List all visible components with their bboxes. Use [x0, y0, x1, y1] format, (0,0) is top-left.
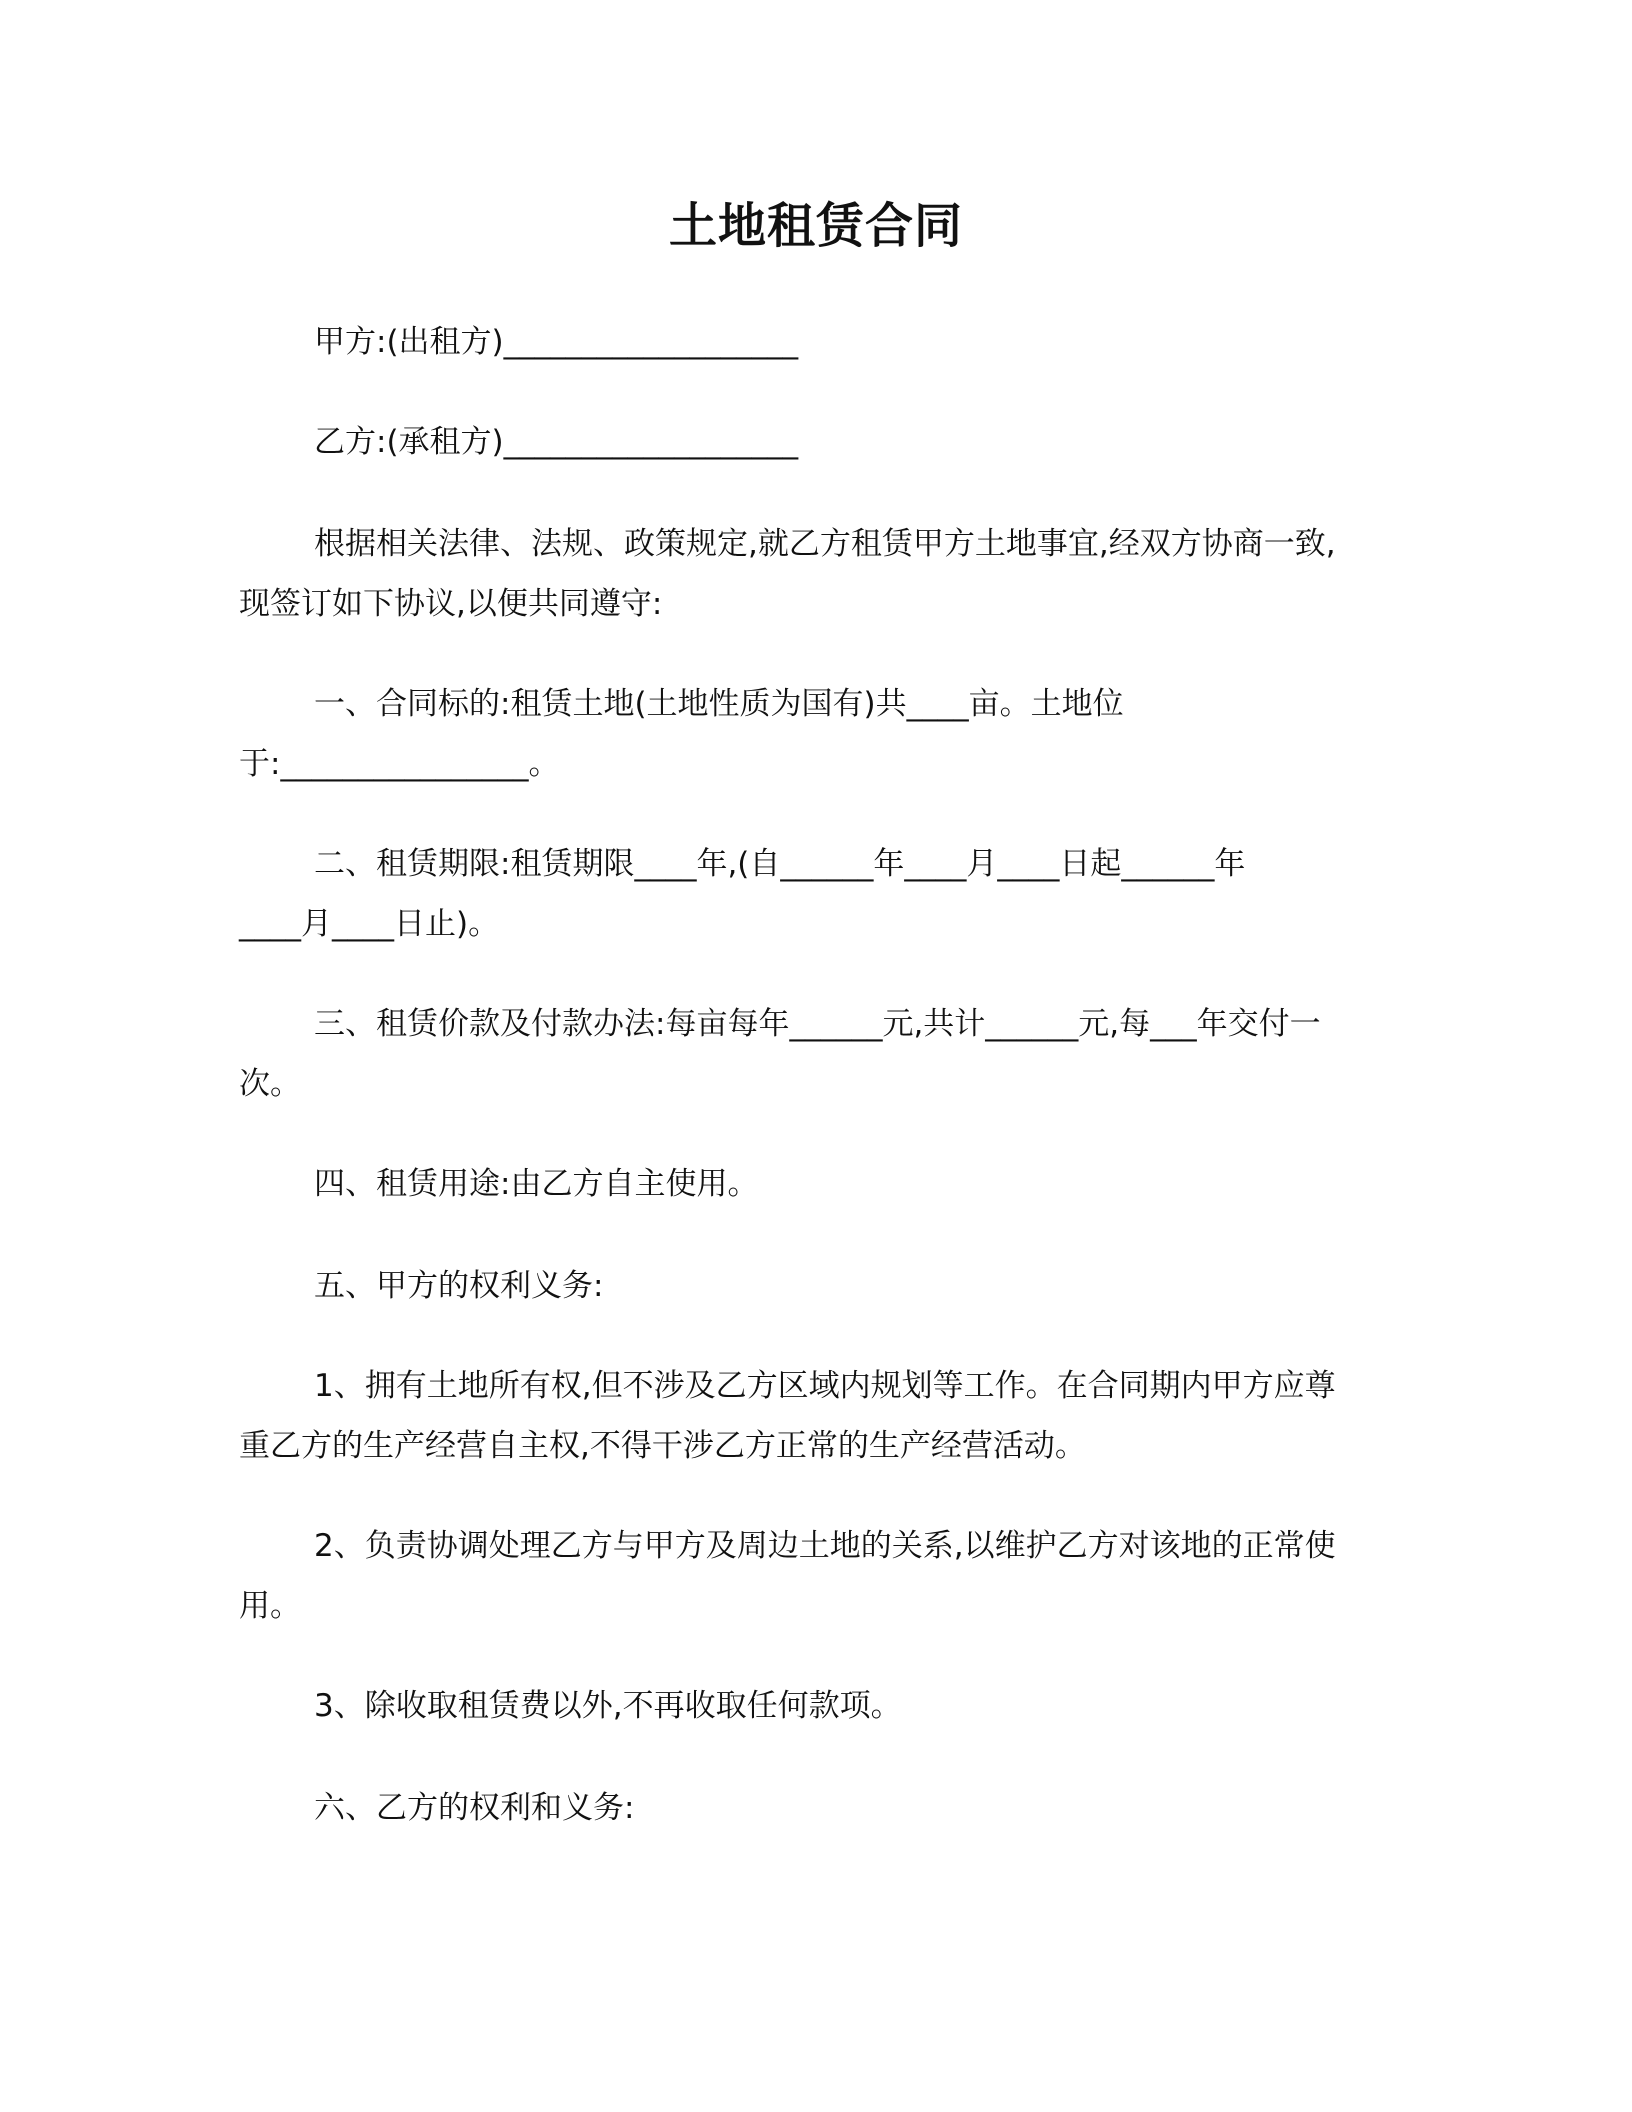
clause-6-heading: 六、乙方的权利和义务: [314, 1790, 635, 1826]
clause-5-item-2-line-2: 用。 [239, 1588, 301, 1624]
party-b-line: 乙方:(承租方)___________________ [314, 424, 799, 460]
clause-5-item-1-line-1: 1、拥有土地所有权,但不涉及乙方区域内规划等工作。在合同期内甲方应尊 [314, 1368, 1336, 1404]
preamble-line-1: 根据相关法律、法规、政策规定,就乙方租赁甲方土地事宜,经双方协商一致, [314, 526, 1336, 562]
clause-5-item-2-line-1: 2、负责协调处理乙方与甲方及周边土地的关系,以维护乙方对该地的正常使 [314, 1528, 1336, 1564]
clause-5-item-1-line-2: 重乙方的生产经营自主权,不得干涉乙方正常的生产经营活动。 [239, 1428, 1086, 1464]
clause-1-line-2: 于:________________。 [239, 746, 560, 782]
clause-4-line: 四、租赁用途:由乙方自主使用。 [314, 1166, 759, 1202]
clause-5-heading: 五、甲方的权利义务: [314, 1268, 604, 1304]
clause-2-line-1: 二、租赁期限:租赁期限____年,(自______年____月____日起______年 [314, 846, 1246, 882]
clause-3-line-1: 三、租赁价款及付款办法:每亩每年______元,共计______元,每___年交付一 [314, 1006, 1321, 1042]
clause-3-line-2: 次。 [239, 1066, 301, 1102]
preamble-line-2: 现签订如下协议,以便共同遵守: [239, 586, 663, 622]
party-a-line: 甲方:(出租方)___________________ [314, 324, 799, 360]
clause-1-line-1: 一、合同标的:租赁土地(土地性质为国有)共____亩。土地位 [314, 686, 1124, 722]
clause-2-line-2: ____月____日止)。 [239, 906, 500, 942]
document-title: 土地租赁合同 [668, 198, 963, 254]
clause-5-item-3-line: 3、除收取租赁费以外,不再收取任何款项。 [314, 1688, 902, 1724]
